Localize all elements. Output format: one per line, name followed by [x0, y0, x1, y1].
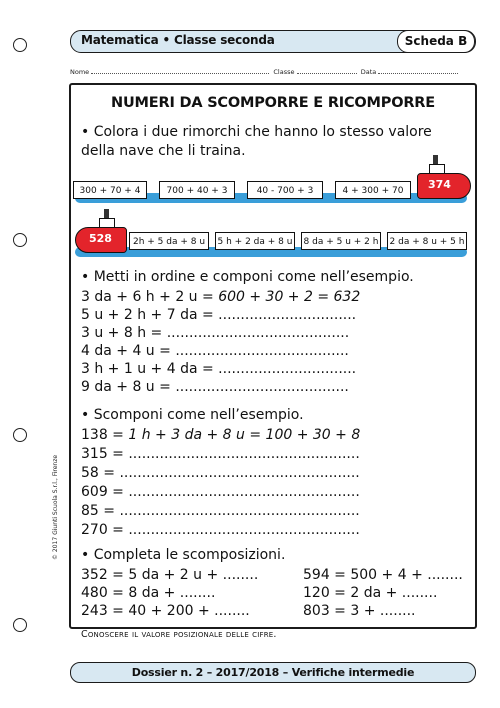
name-class-date-line: [70, 68, 480, 76]
binder-hole: [13, 618, 27, 632]
trailer[interactable]: 700 + 40 + 3: [159, 181, 235, 199]
exercise-line[interactable]: 609 = ....................................................: [81, 484, 360, 500]
exercise-line[interactable]: 3 h + 1 u + 4 da = ...............................: [81, 361, 357, 377]
classe-label: Classe: [273, 68, 295, 76]
example-3-right: 1 h + 3 da + 8 u = 100 + 30 + 8: [128, 427, 361, 443]
trailer[interactable]: 8 da + 5 u + 2 h: [301, 232, 381, 250]
example-2: [81, 289, 360, 305]
binder-hole: [13, 38, 27, 52]
exercise-line[interactable]: 315 = ....................................................: [81, 446, 360, 462]
trailer[interactable]: 2 da + 8 u + 5 h: [387, 232, 467, 250]
nome-field[interactable]: [91, 68, 269, 74]
header-bar: [70, 30, 476, 53]
worksheet-title: NUMERI DA SCOMPORRE E RICOMPORRE: [111, 95, 435, 111]
exercise-line[interactable]: 3 u + 8 h = .........................................: [81, 325, 350, 341]
exercise-line[interactable]: 120 = 2 da + ........: [303, 585, 438, 601]
learning-goal: Conoscere il valore posizionale delle cifre.: [81, 629, 277, 640]
exercise-line[interactable]: 594 = 500 + 4 + ........: [303, 567, 463, 583]
instruction-1-line2: della nave che li traina.: [81, 143, 246, 159]
header-title: Matematica • Classe seconda: [81, 33, 275, 47]
nome-label: Nome: [70, 68, 90, 76]
classe-field[interactable]: [297, 68, 357, 74]
exercise-line[interactable]: 803 = 3 + ........: [303, 603, 416, 619]
trailer[interactable]: 40 - 700 + 3: [247, 181, 323, 199]
trailer[interactable]: 300 + 70 + 4: [73, 181, 147, 199]
ship-number: 528: [89, 232, 112, 245]
data-field[interactable]: [378, 68, 458, 74]
data-label: Data: [360, 68, 377, 76]
copyright-text: © 2017 Giunti Scuola S.r.l., Firenze: [52, 454, 59, 560]
boat-funnel: [433, 155, 438, 164]
exercise-line[interactable]: 5 u + 2 h + 7 da = ...............................: [81, 307, 357, 323]
exercise-line[interactable]: 58 = ......................................................: [81, 465, 360, 481]
instruction-1-line1: • Colora i due rimorchi che hanno lo stesso valore: [81, 124, 432, 140]
example-3: [81, 427, 360, 443]
exercise-line[interactable]: 270 = ....................................................: [81, 522, 360, 538]
exercise-line[interactable]: 352 = 5 da + 2 u + ........: [81, 567, 259, 583]
instruction-2: • Metti in ordine e componi come nell’esempio.: [81, 269, 414, 285]
boats-exercise: [71, 151, 475, 257]
example-2-right: 600 + 30 + 2 = 632: [218, 289, 361, 305]
trailer[interactable]: 2h + 5 da + 8 u: [129, 232, 209, 250]
trailer[interactable]: 5 h + 2 da + 8 u: [215, 232, 295, 250]
exercise-line[interactable]: 85 = ......................................................: [81, 503, 360, 519]
footer-bar: Dossier n. 2 – 2017/2018 – Verifiche intermedie: [70, 662, 476, 683]
binder-hole: [13, 428, 27, 442]
worksheet-frame: [69, 83, 477, 640]
ship-number: 374: [428, 178, 451, 191]
example-3-left: 138 =: [81, 427, 129, 443]
exercise-line[interactable]: 9 da + 8 u = .......................................: [81, 379, 349, 395]
exercise-line[interactable]: 243 = 40 + 200 + ........: [81, 603, 250, 619]
scheda-label: Scheda B: [397, 30, 475, 53]
exercise-line[interactable]: 4 da + 4 u = .......................................: [81, 343, 349, 359]
instruction-4: • Completa le scomposizioni.: [81, 547, 286, 563]
example-2-left: 3 da + 6 h + 2 u =: [81, 289, 219, 305]
boat-funnel: [104, 209, 109, 218]
instruction-3: • Scomponi come nell’esempio.: [81, 407, 304, 423]
exercise-line[interactable]: 480 = 8 da + ........: [81, 585, 216, 601]
binder-hole: [13, 233, 27, 247]
trailer[interactable]: 4 + 300 + 70: [335, 181, 411, 199]
